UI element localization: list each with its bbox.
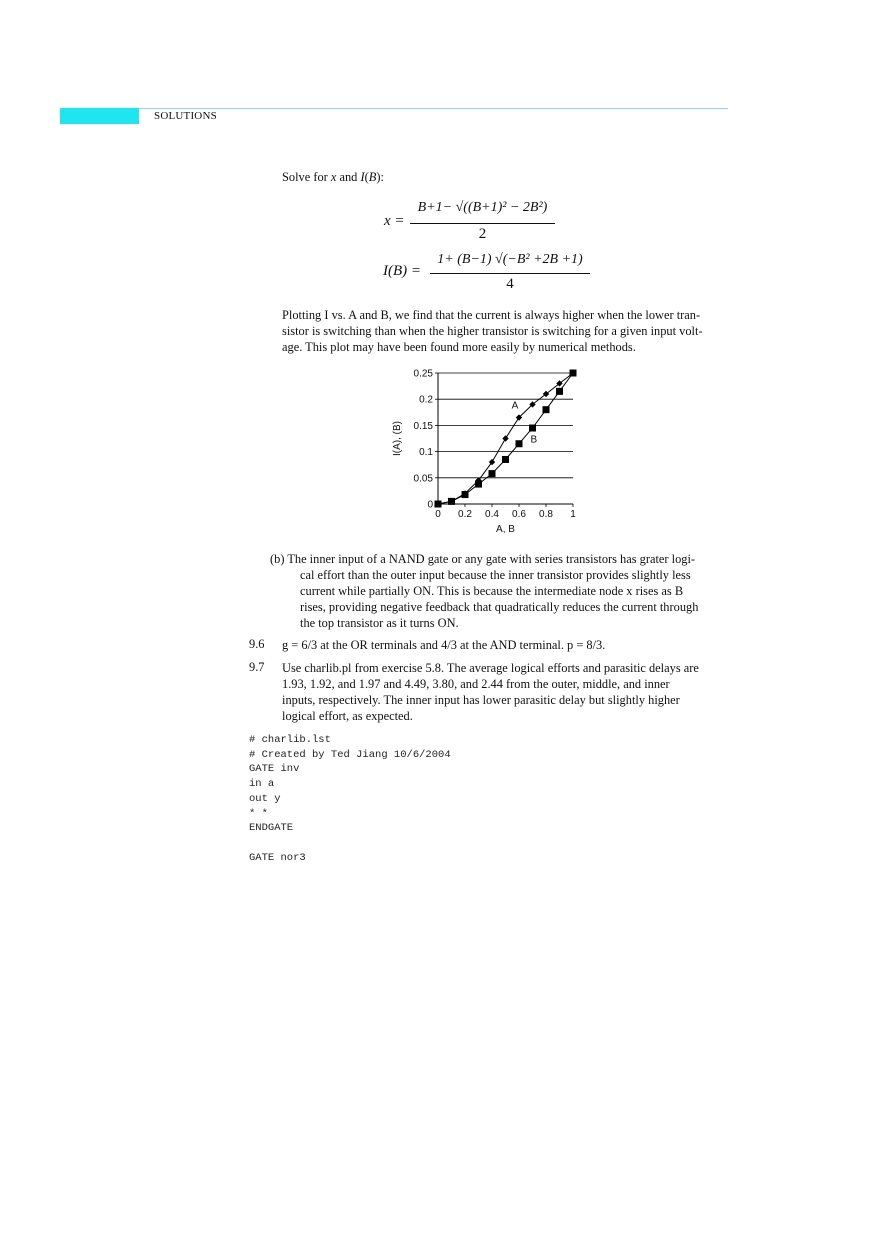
intro-var-B: B <box>368 170 377 184</box>
code-line: GATE inv <box>249 763 300 776</box>
part-b-line: rises, providing negative feedback that quadratically reduces the current through <box>300 600 699 614</box>
series-line-A <box>438 373 573 504</box>
intro-paren-open: ( <box>364 170 369 184</box>
data-point-A <box>529 401 535 407</box>
part-b-paragraph <box>270 551 728 631</box>
data-point-B <box>529 425 536 432</box>
y-axis-label: I(A), (B) <box>392 421 403 456</box>
x-tick-label: 0.4 <box>485 509 499 520</box>
equation-I-denominator: 4 <box>506 276 514 292</box>
running-header-title: SOLUTIONS <box>154 110 217 122</box>
part-b-line: current while partially ON. This is because the intermediate node x rises as B <box>300 584 684 598</box>
part-b-line: (b) The inner input of a NAND gate or any gate with series transistors has grater logi- <box>270 552 696 566</box>
item-9-7-number: 9.7 <box>249 660 265 674</box>
equation-x-numerator: B+1− √((B+1)² − 2B²) <box>417 200 548 215</box>
data-point-B <box>435 501 442 508</box>
data-point-A <box>516 414 522 420</box>
intro-var-I: I <box>360 170 365 184</box>
code-line: out y <box>249 792 281 805</box>
x-tick-label: 1 <box>570 509 576 520</box>
plot-paragraph-line: age. This plot may have been found more easily by numerical methods. <box>282 340 636 354</box>
data-point-B <box>475 481 482 488</box>
plot-paragraph <box>282 307 727 355</box>
header-rule <box>60 108 728 109</box>
y-tick-label: 0.15 <box>413 420 433 432</box>
data-point-B <box>556 388 563 395</box>
x-tick-label: 0.6 <box>512 509 526 520</box>
item-9-7-line: logical effort, as expected. <box>282 709 413 723</box>
data-point-A <box>435 501 441 507</box>
item-9-6-text: g = 6/3 at the OR terminals and 4/3 at the AND terminal. p = 8/3. <box>282 638 606 652</box>
item-9-7-line: Use charlib.pl from exercise 5.8. The average logical efforts and parasitic delays are <box>282 661 699 675</box>
data-point-B <box>570 370 577 377</box>
equation-I-lhs: I(B) = <box>383 263 422 279</box>
data-point-B <box>516 440 523 447</box>
data-point-A <box>489 459 495 465</box>
part-b-line: the top transistor as it turns ON. <box>300 616 459 630</box>
data-point-A <box>502 435 508 441</box>
data-point-A <box>462 490 468 496</box>
data-point-A <box>570 370 576 376</box>
x-axis-label: A, B <box>496 524 515 535</box>
x-tick-label: 0.8 <box>539 509 553 520</box>
data-point-B <box>462 491 469 498</box>
equation-I-numerator: 1+ (B−1) √(−B² +2B +1) <box>437 252 583 267</box>
code-line: # Created by Ted Jiang 10/6/2004 <box>249 748 451 761</box>
item-9-7-line: 1.93, 1.92, and 1.97 and 4.49, 3.80, and 2.44 from the outer, middle, and inner <box>282 677 670 691</box>
data-point-A <box>475 477 481 483</box>
item-9-7-line: inputs, respectively. The inner input has lower parasitic delay but slightly higher <box>282 693 680 707</box>
equation-x-denominator: 2 <box>478 226 487 242</box>
equation-x-fraction-bar <box>410 223 555 224</box>
code-line: # charlib.lst <box>249 734 331 746</box>
intro-var-x: x <box>330 170 337 184</box>
part-b-line: cal effort than the outer input because the inner transistor provides slightly less <box>300 568 691 582</box>
data-point-A <box>556 380 562 386</box>
intro-paren-close: ): <box>376 170 384 184</box>
series-annotation-B: B <box>530 434 538 446</box>
x-tick-label: 0 <box>435 509 441 520</box>
code-line: GATE nor3 <box>249 851 306 864</box>
code-listing <box>249 733 451 865</box>
intro-line <box>282 169 384 185</box>
code-line: * * <box>249 807 268 820</box>
data-point-B <box>502 456 509 463</box>
data-point-B <box>543 406 550 413</box>
page-number: 00 <box>121 109 132 121</box>
plot-paragraph-line: Plotting I vs. A and B, we find that the current is always higher when the lower tran- <box>282 308 701 322</box>
code-line <box>249 836 451 851</box>
item-9-7-text <box>282 660 728 724</box>
y-tick-label: 0.1 <box>419 447 433 459</box>
y-tick-label: 0.25 <box>413 368 433 380</box>
data-point-A <box>448 498 454 504</box>
y-tick-label: 0.2 <box>419 394 433 406</box>
series-line-B <box>438 373 573 504</box>
code-line: in a <box>249 778 275 791</box>
data-point-A <box>543 391 549 397</box>
x-tick-label: 0.2 <box>458 509 472 520</box>
intro-and: and <box>336 170 361 184</box>
item-9-6-number: 9.6 <box>249 637 265 651</box>
y-tick-label: 0.05 <box>413 473 433 485</box>
intro-prefix: Solve for <box>282 170 331 184</box>
equation-I-fraction-bar <box>430 273 590 274</box>
data-point-B <box>489 470 496 477</box>
plot-paragraph-line: sistor is switching than when the higher transistor is switching for a given input volt- <box>282 324 703 338</box>
equation-x-lhs: x = <box>384 213 405 229</box>
y-tick-label: 0 <box>427 499 433 511</box>
series-annotation-A: A <box>511 400 519 412</box>
code-line: ENDGATE <box>249 822 294 835</box>
data-point-B <box>448 498 455 505</box>
